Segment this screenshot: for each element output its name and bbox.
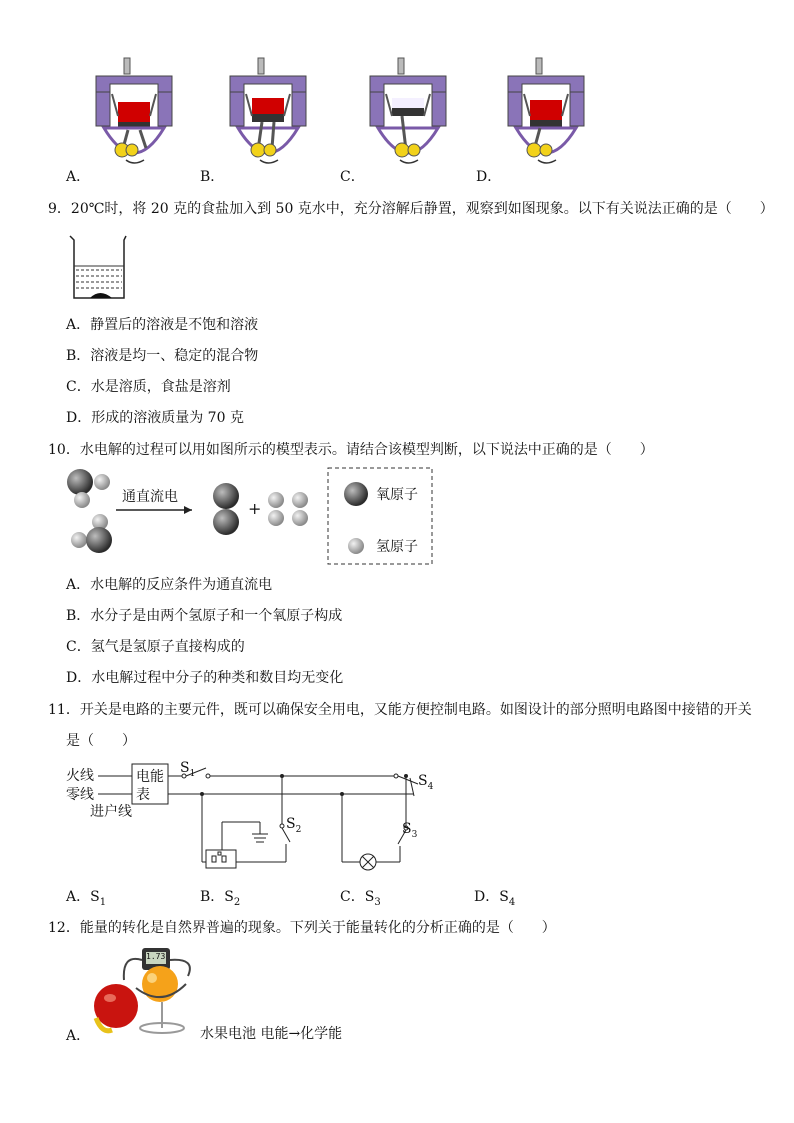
engine-diagram-b (222, 58, 314, 170)
q11-option-c[interactable]: C．$S_3$ (340, 889, 381, 908)
plus-sign: + (248, 499, 262, 518)
q10-option-d[interactable]: D．水电解过程中分子的种类和数目均无变化 (66, 670, 344, 686)
q9-option-a[interactable]: A．静置后的溶液是不饱和溶液 (66, 317, 259, 333)
engine-diagram-d (500, 58, 592, 170)
label-meter-line1: 电能 (136, 769, 164, 785)
label-s1: $S_1$ (180, 760, 196, 779)
q10-option-a[interactable]: A．水电解的反应条件为通直流电 (66, 577, 273, 593)
meter-display: 1.73 (146, 952, 166, 961)
q8-option-c[interactable]: C． (340, 169, 365, 185)
q10-stem: 10．水电解的过程可以用如图所示的模型表示。请结合该模型判断，以下说法中正确的是（ ） (48, 442, 654, 458)
q11-option-b[interactable]: B．$S_2$ (200, 889, 241, 908)
q11-stem-line2: 是（ ） (66, 733, 136, 749)
beaker-diagram (66, 232, 130, 302)
label-meter-line2: 表 (136, 787, 150, 803)
q10-option-c[interactable]: C．氢气是氢原子直接构成的 (66, 639, 245, 655)
q9-option-b[interactable]: B．溶液是均一、稳定的混合物 (66, 348, 259, 364)
label-s3: $S_3$ (402, 821, 418, 840)
q9-option-c[interactable]: C．水是溶质，食盐是溶剂 (66, 379, 231, 395)
q10-option-b[interactable]: B．水分子是由两个氢原子和一个氧原子构成 (66, 608, 343, 624)
q9-option-d[interactable]: D．形成的溶液质量为 70 克 (66, 410, 244, 426)
engine-diagram-c (362, 58, 454, 170)
label-entry-wire: 进户线 (90, 804, 132, 820)
label-neutral-wire: 零线 (66, 787, 94, 803)
q12-option-a-label[interactable]: A． (66, 1028, 91, 1044)
q8-option-a[interactable]: A． (66, 169, 91, 185)
q8-option-b[interactable]: B． (200, 169, 225, 185)
engine-diagram-a (88, 58, 180, 170)
q12-option-a-text[interactable]: 水果电池 电能→化学能 (200, 1026, 343, 1042)
label-live-wire: 火线 (66, 768, 94, 784)
label-s4: $S_4$ (418, 773, 434, 792)
q12-stem: 12．能量的转化是自然界普遍的现象。下列关于能量转化的分析正确的是（ ） (48, 920, 556, 936)
label-s2: $S_2$ (286, 816, 302, 835)
legend-hydrogen: 氢原子 (376, 539, 418, 555)
arrow-label: 通直流电 (122, 489, 178, 505)
q11-stem-line1: 11．开关是电路的主要元件，既可以确保安全用电，又能方便控制电路。如图设计的部分照明电路图中接错的开关 (48, 702, 752, 718)
q11-option-a[interactable]: A．$S_1$ (66, 889, 107, 908)
q11-option-d[interactable]: D．$S_4$ (474, 889, 516, 908)
q9-stem: 9．20℃时，将 20 克的食盐加入到 50 克水中，充分溶解后静置，观察到如图现象。以下有关说法正确的是（ ） (48, 201, 774, 217)
legend-oxygen: 氧原子 (376, 487, 418, 503)
q8-option-d[interactable]: D． (476, 169, 502, 185)
